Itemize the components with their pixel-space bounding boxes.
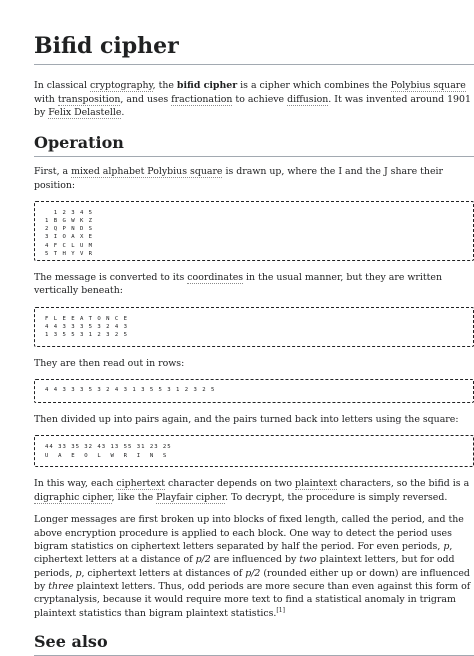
text: , the xyxy=(152,80,177,92)
text: characters, so the bifid is a xyxy=(337,478,470,490)
text: , and uses xyxy=(120,93,172,105)
text-italic: three xyxy=(48,580,74,592)
text: , ciphertext letters at distances of xyxy=(81,567,246,579)
text-italic: p xyxy=(75,567,82,579)
text: . It was invented around 1901 by xyxy=(34,93,471,118)
polybius-square-block: 1 2 3 4 5 1 B G W K Z 2 Q P N D S 3 I O A X E 4 F C L U M 5 T H Y V R xyxy=(34,201,474,261)
reference-link[interactable]: [1] xyxy=(276,606,285,614)
text: are influenced by xyxy=(210,554,300,566)
text: plaintext letters, but for odd periods, xyxy=(34,554,455,579)
text: Longer messages are first broken up into blocks of fixed length, called the period, and the above encryption procedure is applied to each block. One way to detect the period uses bigram statistics on ciphertext letters separated by half the period. For even periods, xyxy=(34,514,464,552)
link-playfair-cipher[interactable]: Playfair cipher xyxy=(156,491,226,503)
text: . xyxy=(121,106,125,118)
link-mixed-alphabet[interactable]: mixed alphabet Polybius square xyxy=(71,166,223,178)
text-italic: p xyxy=(443,540,450,552)
text: with xyxy=(34,93,58,105)
text-italic: p/2 xyxy=(195,554,211,566)
text: is drawn up, where the I and the J share their position: xyxy=(34,166,443,191)
link-diffusion[interactable]: diffusion xyxy=(287,93,329,105)
text-italic: p/2 xyxy=(245,567,261,579)
section-heading-see-also: See also xyxy=(34,632,474,656)
operation-paragraph-5 xyxy=(34,477,474,504)
text: The message is converted to its xyxy=(34,272,188,284)
text: In classical xyxy=(34,80,90,92)
operation-paragraph-4: Then divided up into pairs again, and the pairs turned back into letters using the square: xyxy=(34,414,459,426)
operation-paragraph-2 xyxy=(34,271,474,298)
link-digraphic-cipher[interactable]: digraphic cipher xyxy=(34,491,112,503)
text: . To decrypt, the procedure is simply reversed. xyxy=(225,491,448,503)
text: , ciphertext letters at a distance of xyxy=(34,540,453,566)
text: is a cipher which combines the xyxy=(237,80,391,92)
operation-paragraph-1 xyxy=(34,165,474,192)
pairs-block: 44 33 35 32 43 13 55 31 23 25 U A E O L W R I N S xyxy=(34,435,474,467)
text: in the usual manner, but they are written vertically beneath: xyxy=(34,272,443,297)
link-polybius-square[interactable]: Polybius square xyxy=(390,80,466,92)
link-transposition[interactable]: transposition xyxy=(57,93,121,105)
text: (rounded either up or down) are influenced by xyxy=(34,567,470,592)
page-title: Bifid cipher xyxy=(34,34,474,65)
link-coordinates[interactable]: coordinates xyxy=(187,272,244,284)
text: character depends on two xyxy=(165,478,296,490)
link-plaintext[interactable]: plaintext xyxy=(295,478,338,490)
operation-paragraph-6 xyxy=(34,513,474,620)
link-cryptography[interactable]: cryptography xyxy=(90,80,153,92)
term-bold: bifid cipher xyxy=(176,80,238,92)
link-felix-delastelle[interactable]: Felix Delastelle xyxy=(48,106,122,118)
rows-block: 4 4 3 3 3 5 3 2 4 3 1 3 5 5 3 1 2 3 2 5 xyxy=(34,379,474,403)
section-heading-operation: Operation xyxy=(34,133,474,157)
operation-paragraph-3: They are then read out in rows: xyxy=(34,357,185,369)
intro-paragraph xyxy=(34,79,474,119)
text-italic: two xyxy=(299,554,317,566)
text: to achieve xyxy=(232,93,288,105)
link-fractionation[interactable]: fractionation xyxy=(171,93,233,105)
link-ciphertext[interactable]: ciphertext xyxy=(116,478,166,490)
text: In this way, each xyxy=(34,478,117,490)
text: plaintext letters. Thus, odd periods are more secure than even against this form of cryptanalysis, because it would require more text to find a statistical anomaly in trigram plaintext statistics than bigram plaintext statistics. xyxy=(34,580,471,619)
text: , like the xyxy=(111,491,157,503)
text: First, a xyxy=(34,166,72,178)
coordinates-block: F L E E A T O N C E 4 4 3 3 3 5 3 2 4 3 1 3 5 5 3 1 2 3 2 5 xyxy=(34,307,474,347)
